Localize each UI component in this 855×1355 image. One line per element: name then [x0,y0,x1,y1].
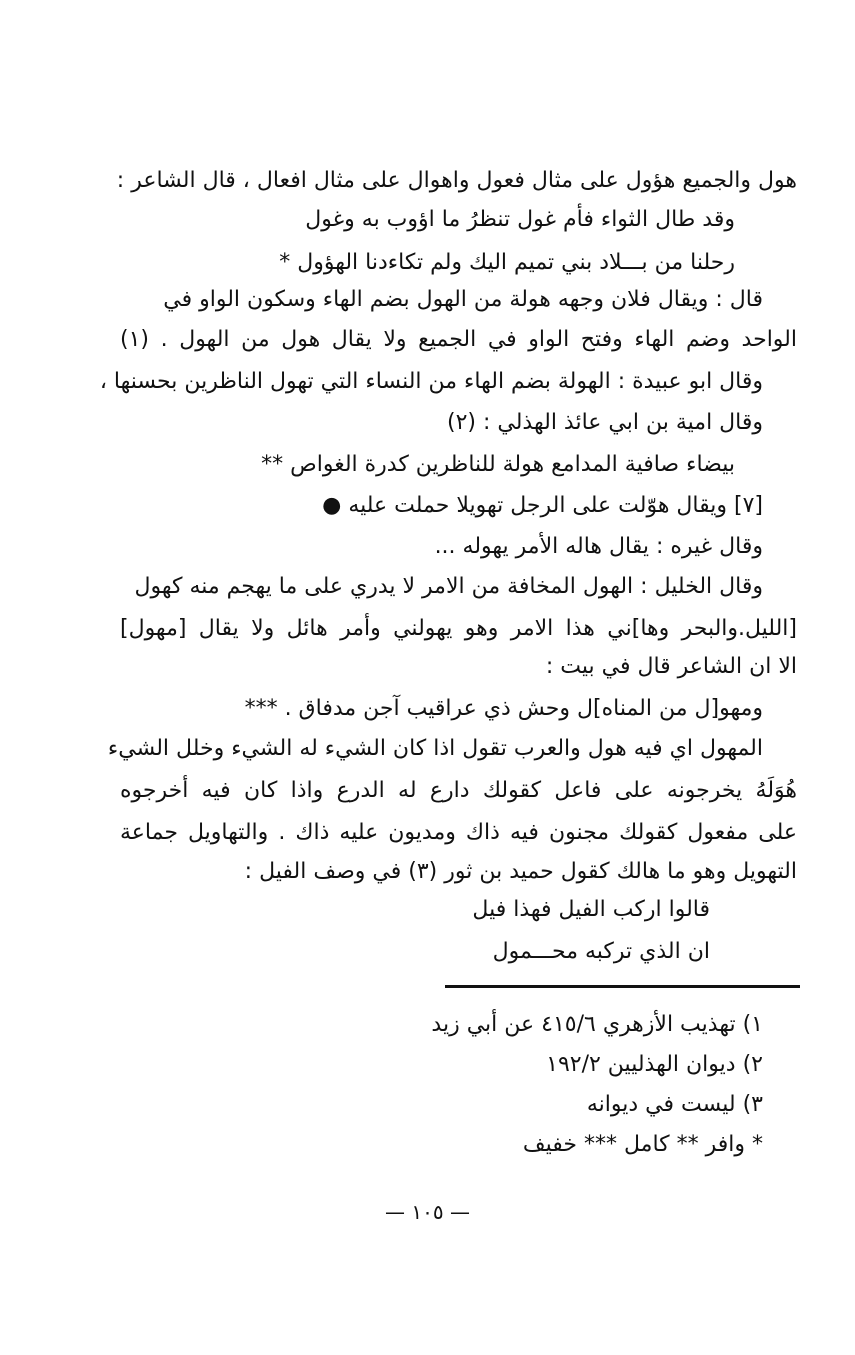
text-line: الا ان الشاعر قال في بيت : [545,654,797,679]
text-line: هول والجميع هؤول على مثال فعول واهوال على مثال افعال ، قال الشاعر : [116,168,797,193]
text-line: [٧] ويقال هوّلت على الرجل تهويلا حملت عليه ● [322,493,763,518]
verse-line: رحلنا من بـــلاد بني تميم اليك ولم تكاءدنا الهؤول * [279,250,735,275]
verse-line: قالوا اركب الفيل فهذا فيل [472,897,710,922]
meter-key: * وافر ** كامل *** خفيف [522,1132,763,1157]
text-line: [الليل.والبحر وها]ني هذا الامر وهو يهولني وأمر هائل ولا يقال [مهول] [120,616,797,641]
page-number: — ١٠٥ — [385,1200,470,1224]
footnote: ١) تهذيب الأزهري ٤١٥/٦ عن أبي زيد [431,1012,763,1037]
text-line: على مفعول كقولك مجنون فيه ذاك ومديون عليه ذاك . والتهاويل جماعة [120,820,797,845]
verse-line: ومهو[ل من المناه]ل وحش ذي عراقيب آجن مدفاق . *** [244,696,763,721]
verse-line: بيضاء صافية المدامع هولة للناظرين كدرة الغواص ** [261,452,735,477]
text-line: المهول اي فيه هول والعرب تقول اذا كان الشيء له الشيء وخلل الشيء [107,736,763,761]
footnote: ٢) ديوان الهذليين ١٩٢/٢ [546,1052,763,1077]
text-line: التهويل وهو ما هالك كقول حميد بن ثور (٣) في وصف الفيل : [244,859,797,884]
text-line: هُوَلَهُ يخرجونه على فاعل كقولك دارع له الدرع واذا كان فيه أخرجوه [120,778,797,803]
text-line: الواحد وضم الهاء وفتح الواو في الجميع ولا يقال هول من الهول . (١) [120,327,797,352]
text-line: قال : ويقال فلان وجهه هولة من الهول بضم الهاء وسكون الواو في [163,287,763,312]
text-line: وقال ابو عبيدة : الهولة بضم الهاء من النساء التي تهول الناظرين بحسنها ، [99,369,763,394]
footnote: ٣) ليست في ديوانه [586,1092,763,1117]
text-line: وقال الخليل : الهول المخافة من الامر لا يدري على ما يهجم منه كهول [134,574,763,599]
verse-line: ان الذي تركبه محـــمول [492,939,710,964]
text-line: وقال امية بن ابي عائذ الهذلي : (٢) [446,410,763,435]
footnote-divider [445,985,800,988]
verse-line: وقد طال الثواء فأم غول تنظرُ ما اؤوب به وغول [305,207,735,232]
text-line: وقال غيره : يقال هاله الأمر يهوله ... [434,534,763,559]
